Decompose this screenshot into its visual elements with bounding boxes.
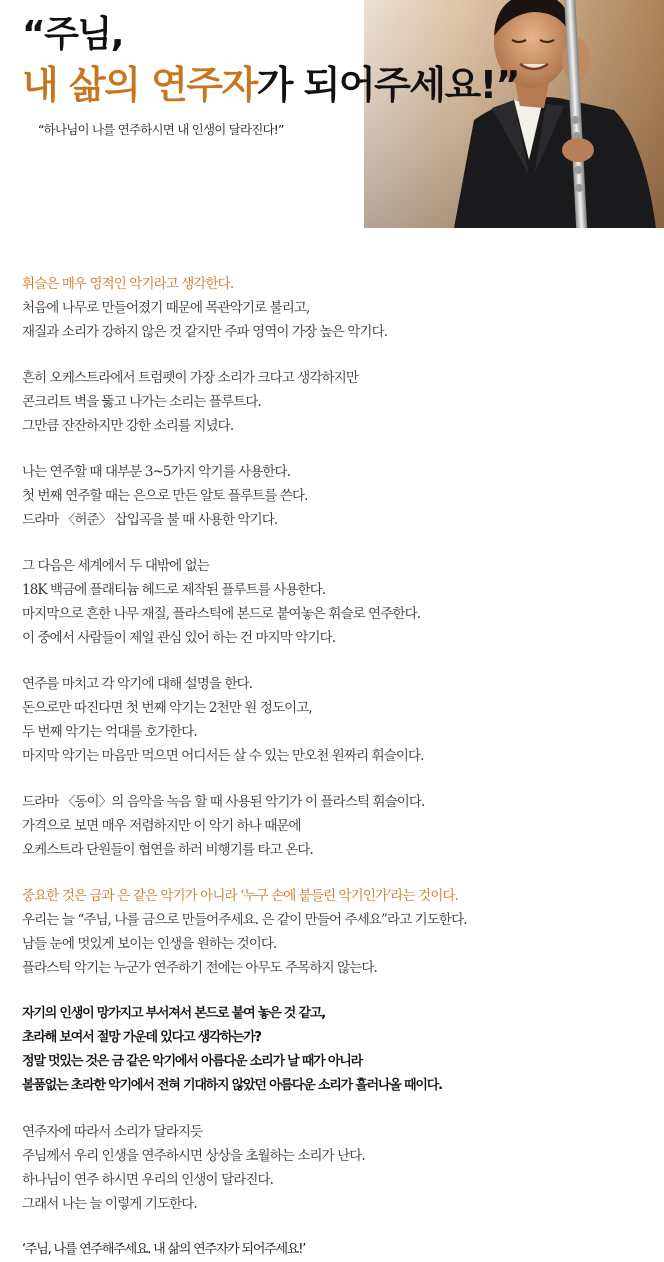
- paragraph-line: 볼품없는 초라한 악기에서 전혀 기대하지 않았던 아름다운 소리가 흘러나올 때이다.: [22, 1078, 442, 1093]
- paragraph: [22, 366, 642, 438]
- paragraph-line: 이 중에서 사람들이 제일 관심 있어 하는 건 마지막 악기다.: [22, 630, 336, 646]
- title-accent-text: 내 삶의 연주자: [22, 63, 257, 107]
- paragraph-line: 자기의 인생이 망가지고 부서져서 본드로 붙여 놓은 것 같고,: [22, 1006, 325, 1021]
- paragraph-line: 드라마 〈동이〉의 음악을 녹음 할 때 사용된 악기가 이 플라스틱 휘슬이다.: [22, 794, 425, 810]
- flutist-photo: [364, 0, 664, 228]
- paragraph: [22, 554, 642, 650]
- paragraph-line: 첫 번째 연주할 때는 은으로 만든 알토 플루트를 쓴다.: [22, 488, 308, 504]
- paragraph: [22, 672, 642, 768]
- paragraph: [22, 272, 642, 344]
- paragraph-line: 마지막으로 흔한 나무 재질, 플라스틱에 본드로 붙여놓은 휘슬로 연주한다.: [22, 606, 421, 622]
- page-title-line1: “주님,: [22, 14, 123, 55]
- paragraph-line: 남들 눈에 멋있게 보이는 인생을 원하는 것이다.: [22, 936, 277, 952]
- title-rest-text: 가 되어주세요!”: [256, 63, 520, 107]
- paragraph-line: 돈으로만 따진다면 첫 번째 악기는 2천만 원 정도이고,: [22, 700, 312, 716]
- paragraph-line: 주님께서 우리 인생을 연주하시면 상상을 초월하는 소리가 난다.: [22, 1148, 365, 1164]
- page-title-line2: [22, 54, 519, 109]
- paragraph-line: 18K 백금에 플래티늄 헤드로 제작된 플루트를 사용한다.: [22, 582, 326, 598]
- paragraph-line: 마지막 악기는 마음만 먹으면 어디서든 살 수 있는 만오천 원짜리 휘슬이다.: [22, 748, 424, 764]
- paragraph: [22, 460, 642, 532]
- subtitle-quote: “하나님이 나를 연주하시면 내 인생이 달라진다!”: [38, 122, 284, 137]
- paragraph-line: 초라해 보여서 절망 가운데 있다고 생각하는가?: [22, 1030, 261, 1045]
- paragraph: [22, 884, 642, 980]
- paragraph-line: 우리는 늘 “주님, 나를 금으로 만들어주세요. 은 같이 만들어 주세요”라고 기도한다.: [22, 912, 467, 928]
- paragraph: [22, 790, 642, 862]
- paragraph-line: 처음에 나무로 만들어졌기 때문에 목관악기로 불리고,: [22, 300, 310, 316]
- paragraph-line: 중요한 것은 금과 은 같은 악기가 아니라 ‘누구 손에 붙들린 악기인가’라는 것이다.: [22, 888, 458, 904]
- paragraph-line: 하나님이 연주 하시면 우리의 인생이 달라진다.: [22, 1172, 274, 1188]
- paragraph-line: 정말 멋있는 것은 금 같은 악기에서 아름다운 소리가 날 때가 아니라: [22, 1054, 362, 1069]
- paragraph-line: 그만큼 잔잔하지만 강한 소리를 지녔다.: [22, 418, 234, 434]
- paragraph-line: 나는 연주할 때 대부분 3~5가지 악기를 사용한다.: [22, 464, 291, 480]
- paragraph-line: 콘크리트 벽을 뚫고 나가는 소리는 플루트다.: [22, 394, 261, 410]
- article-body: [22, 272, 642, 1262]
- paragraph-line: 흔히 오케스트라에서 트럼펫이 가장 소리가 크다고 생각하지만: [22, 370, 359, 386]
- paragraph: [22, 1002, 642, 1098]
- paragraph-line: 연주를 마치고 각 악기에 대해 설명을 한다.: [22, 676, 253, 692]
- paragraph-line: 두 번째 악기는 억대를 호가한다.: [22, 724, 197, 740]
- paragraph-line: 드라마 〈허준〉 삽입곡을 불 때 사용한 악기다.: [22, 512, 278, 528]
- paragraph-line: 휘슬은 매우 영적인 악기라고 생각한다.: [22, 276, 234, 292]
- paragraph-line: 재질과 소리가 강하지 않은 것 같지만 주파 영역이 가장 높은 악기다.: [22, 324, 388, 340]
- paragraph-line: 플라스틱 악기는 누군가 연주하기 전에는 아무도 주목하지 않는다.: [22, 960, 377, 976]
- paragraph-line: 가격으로 보면 매우 저렴하지만 이 악기 하나 때문에: [22, 818, 301, 834]
- closing-prayer: ‘주님, 나를 연주해주세요. 내 삶의 연주자가 되어주세요!’: [22, 1242, 306, 1257]
- article-header: [0, 0, 664, 228]
- paragraph: [22, 1120, 642, 1216]
- paragraph-line: 그래서 나는 늘 이렇게 기도한다.: [22, 1196, 197, 1212]
- paragraph-line: 그 다음은 세계에서 두 대밖에 없는: [22, 558, 209, 574]
- paragraph-line: 오케스트라 단원들이 협연을 하러 비행기를 타고 온다.: [22, 842, 313, 858]
- paragraph-line: 연주자에 따라서 소리가 달라지듯: [22, 1124, 203, 1140]
